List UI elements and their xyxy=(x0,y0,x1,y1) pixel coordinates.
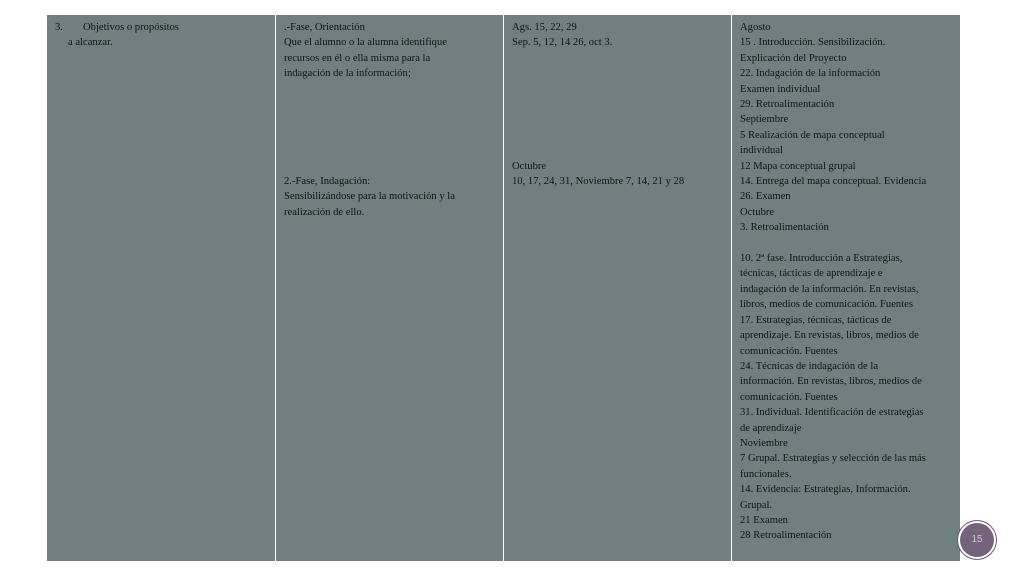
schedule-table xyxy=(46,14,961,562)
phase-2-block xyxy=(284,174,495,220)
text-line: libros, medios de comunicación. Fuentes xyxy=(740,299,913,311)
text-line: indagación de la información. En revistas, xyxy=(740,283,919,295)
text-line: Septiembre xyxy=(740,114,789,126)
text-line: 24. Técnicas de indagación de la xyxy=(740,360,879,372)
text-line: indagación de la información; xyxy=(284,68,411,80)
text-line: Que el alumno o la alumna identifique xyxy=(284,37,447,49)
text-line: 29. Retroalimentación xyxy=(740,99,835,111)
text-line: individual xyxy=(740,145,783,157)
item-number: 3. xyxy=(55,22,63,33)
text-line: Sensibilizándose para la motivación y la xyxy=(284,191,455,203)
activities-block-2 xyxy=(740,251,952,544)
page-number-badge: 15 xyxy=(960,523,994,557)
text-line: 14. Entrega del mapa conceptual. Evidencia xyxy=(740,176,927,188)
dates-block-2 xyxy=(512,159,723,190)
text-line: 10, 17, 24, 31, Noviembre 7, 14, 21 y 28 xyxy=(512,176,685,187)
text-line: 14. Evidencia: Estrategias, Información. xyxy=(740,484,911,496)
objectives-title: Objetivos o propósitos xyxy=(83,22,179,33)
text-line: Agosto xyxy=(740,22,771,33)
text-line: Ags. 15, 22, 29 xyxy=(512,22,577,33)
text-line: información. En revistas, libros, medios de xyxy=(740,376,922,388)
text-line: 5 Realización de mapa conceptual xyxy=(740,129,885,141)
text-line: 7 Grupal. Estrategias y selección de las más xyxy=(740,453,926,465)
text-line: Examen individual xyxy=(740,83,821,95)
text-line: Octubre xyxy=(740,206,775,218)
text-line: Noviembre xyxy=(740,437,788,449)
text-line: realización de ello. xyxy=(284,206,365,218)
phase-1-block xyxy=(284,20,495,82)
text-line: 2.-Fase, Indagación: xyxy=(284,176,371,188)
text-line: comunicación. Fuentes xyxy=(740,345,838,357)
text-line: técnicas, tácticas de aprendizaje e xyxy=(740,268,883,280)
activities-cell xyxy=(732,15,961,562)
text-line: Grupal. xyxy=(740,499,773,511)
text-line: aprendizaje. En revistas, libros, medios de xyxy=(740,330,919,342)
text-line: 21 Examen xyxy=(740,514,788,526)
objectives-subtitle: a alcanzar. xyxy=(68,37,113,49)
text-line: .-Fase, Orientación xyxy=(284,22,365,33)
dates-cell xyxy=(504,15,732,562)
text-line: recursos en él o ella misma para la xyxy=(284,52,431,64)
text-line: 12 Mapa conceptual grupal xyxy=(740,160,856,172)
text-line: 26. Examen xyxy=(740,191,791,203)
phases-cell xyxy=(276,15,504,562)
dates-block-1 xyxy=(512,20,723,51)
activities-block-1 xyxy=(740,20,952,236)
text-line: 10. 2ª fase. Introducción a Estrategias, xyxy=(740,253,903,265)
text-line: 31. Individual. Identificación de estrategias xyxy=(740,407,924,419)
text-line: de aprendizaje xyxy=(740,422,802,434)
text-line: 17. Estrategias, técnicas, tácticas de xyxy=(740,314,892,326)
text-line: Octubre xyxy=(512,160,547,172)
text-line: 28 Retroalimentación xyxy=(740,530,832,542)
table-row xyxy=(47,15,961,562)
text-line: 22. Indagación de la información xyxy=(740,68,881,80)
text-line: funcionales. xyxy=(740,468,792,480)
text-line: comunicación. Fuentes xyxy=(740,391,838,403)
objectives-cell xyxy=(47,15,276,562)
text-line: Sep. 5, 12, 14 26, oct 3. xyxy=(512,37,613,49)
text-line: 3. Retroalimentación xyxy=(740,222,829,234)
text-line: 15 . Introducción. Sensibilización. xyxy=(740,37,886,49)
text-line: Explicación del Proyecto xyxy=(740,52,847,64)
